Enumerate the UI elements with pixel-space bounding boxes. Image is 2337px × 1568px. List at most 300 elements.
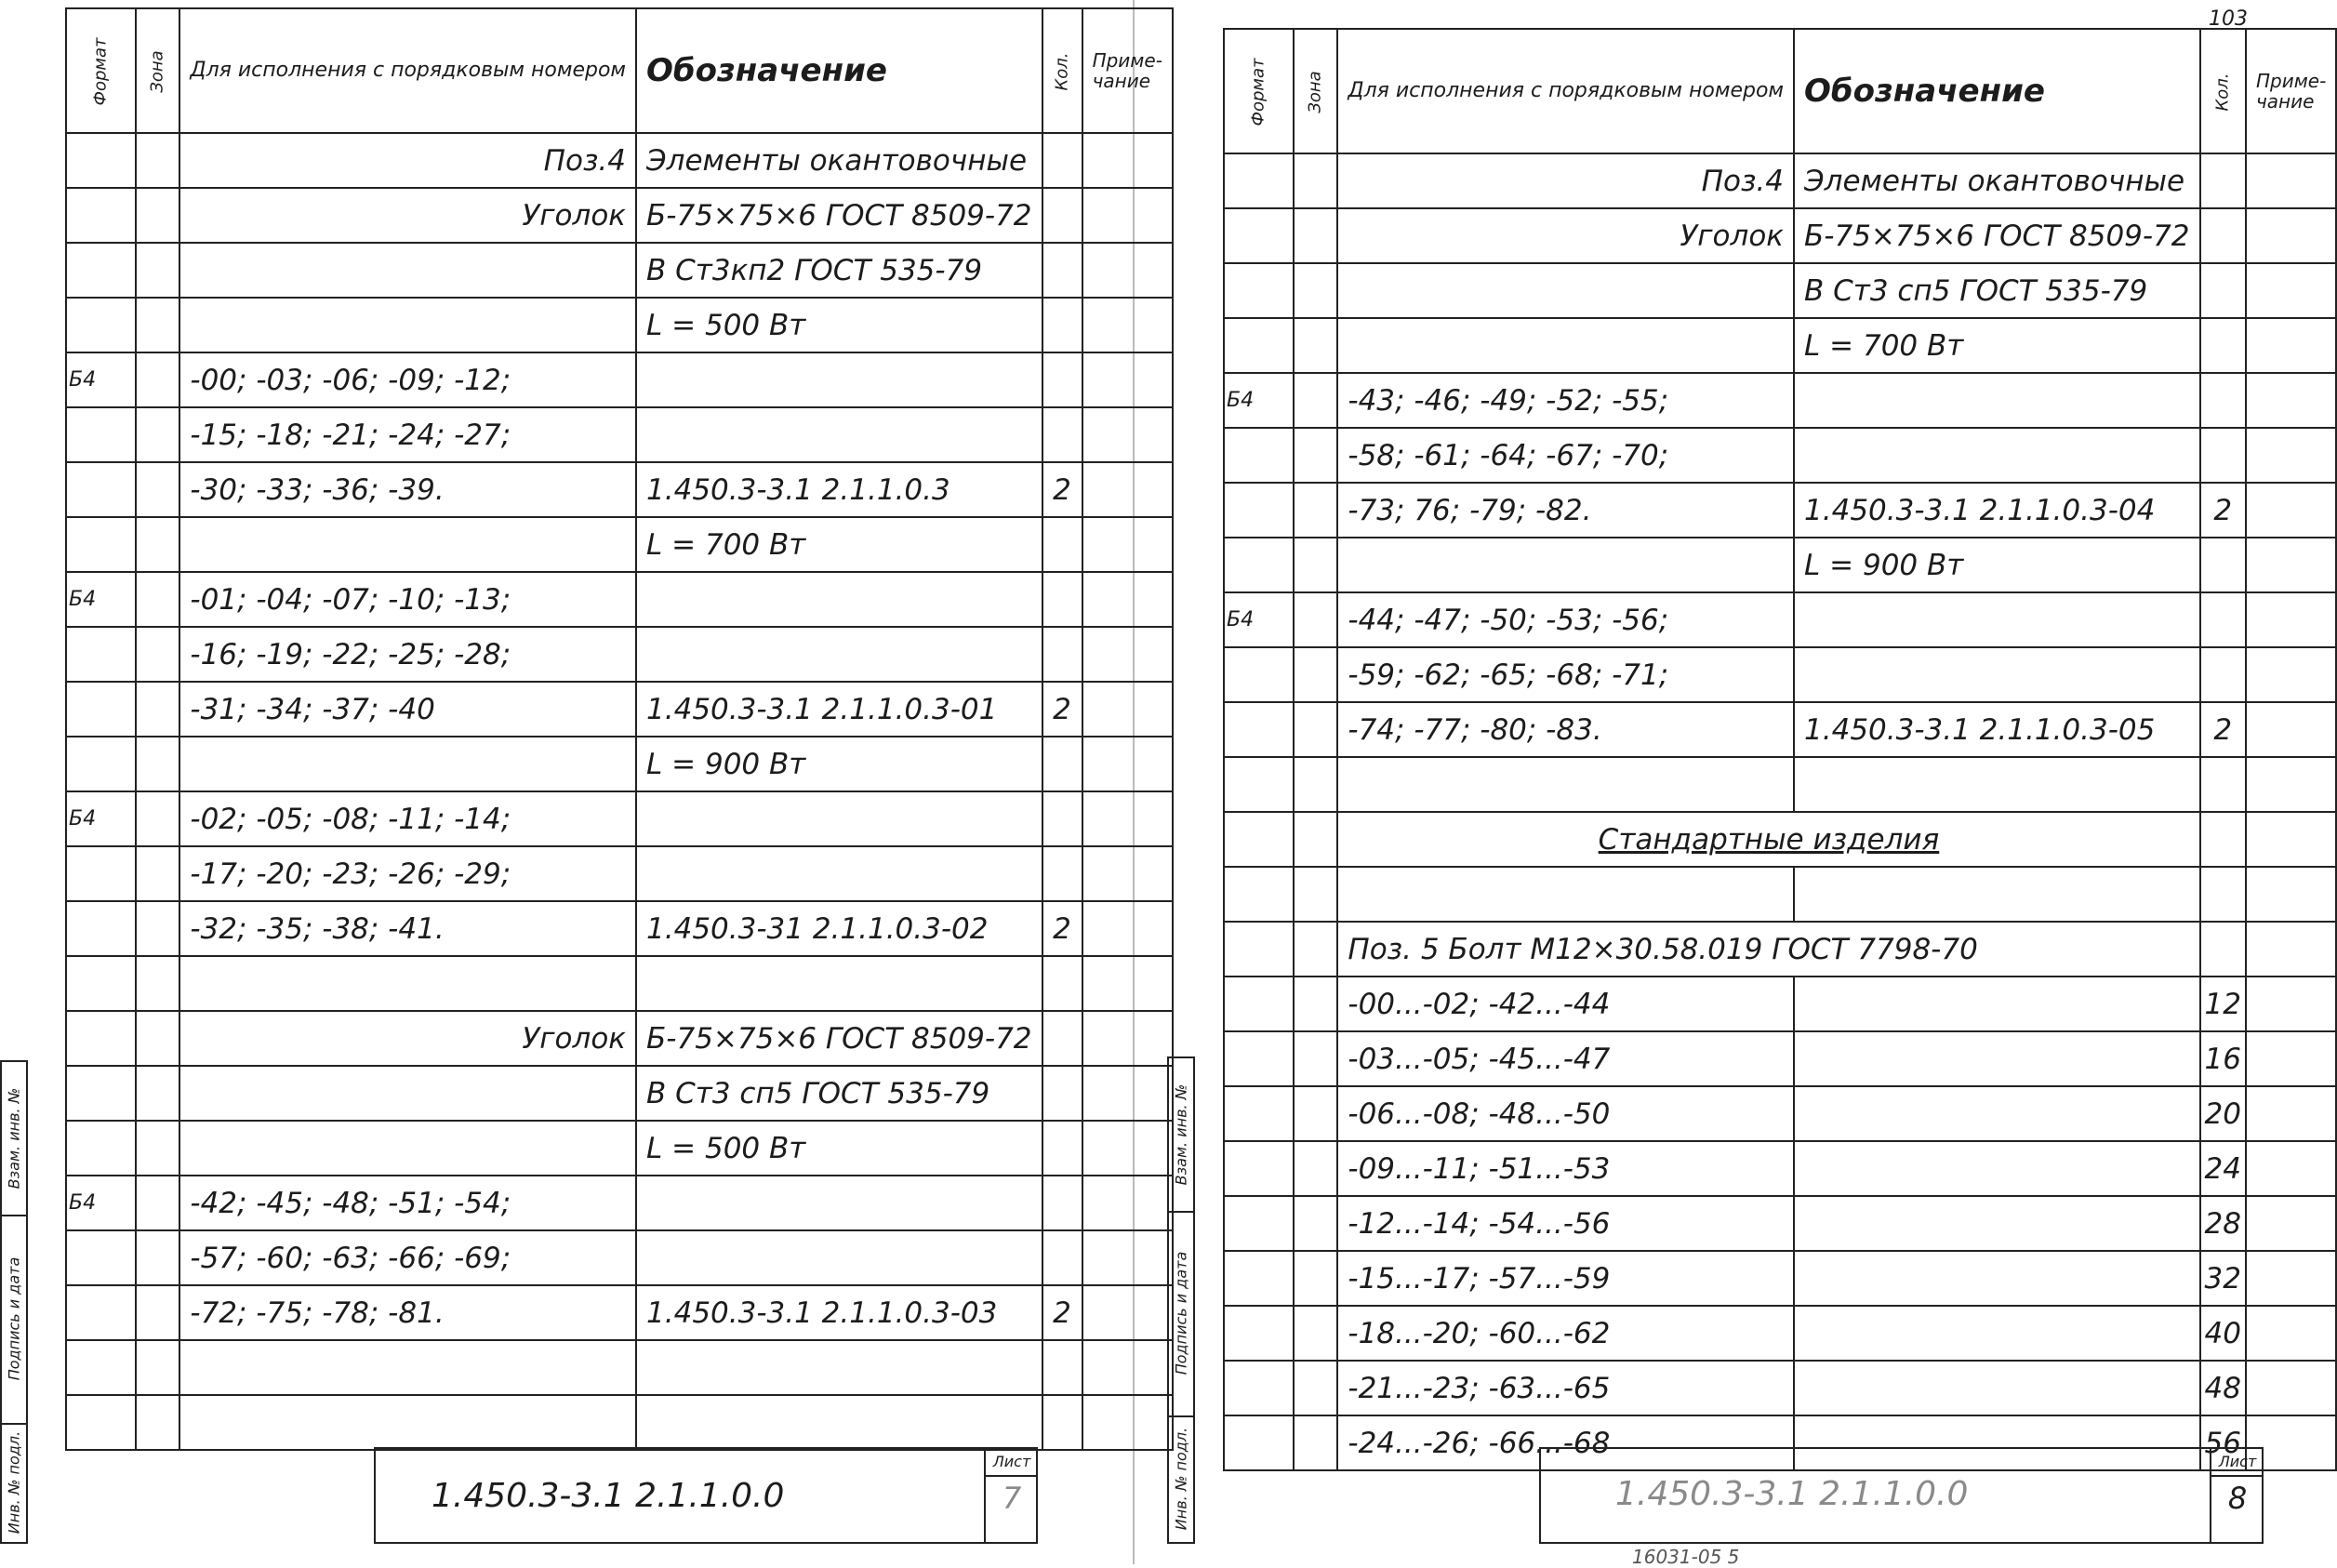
format-cell (66, 462, 136, 517)
format-cell (1224, 428, 1294, 483)
note-cell (2246, 867, 2336, 922)
format-cell (66, 1011, 136, 1066)
header-format: Формат (66, 8, 136, 133)
note-cell (1082, 517, 1173, 572)
qty-cell: 2 (1042, 1285, 1082, 1340)
table-row (66, 682, 1173, 737)
zone-cell (136, 1395, 179, 1450)
note-cell (1082, 901, 1173, 956)
qty-cell: 24 (2200, 1141, 2246, 1196)
table-row (66, 901, 1173, 956)
designation-cell: 1.450.3-31 2.1.1.0.3-02 (636, 901, 1042, 956)
note-cell (1082, 791, 1173, 846)
qty-cell (2200, 867, 2246, 922)
format-cell (1224, 1361, 1294, 1415)
execution-cell: -02; -05; -08; -11; -14; (179, 791, 636, 846)
format-cell (66, 1340, 136, 1395)
format-cell (66, 1066, 136, 1121)
sheet-number-box (984, 1449, 1038, 1542)
format-cell (1224, 1086, 1294, 1141)
execution-cell (179, 298, 636, 352)
table-header (66, 8, 1173, 133)
sheet-number: 8 (2227, 1481, 2248, 1516)
format-cell (1224, 538, 1294, 592)
zone-cell (1294, 428, 1337, 483)
note-cell (2246, 592, 2336, 647)
table-row (1224, 538, 2336, 592)
note-cell (2246, 538, 2336, 592)
designation-cell (1794, 428, 2200, 483)
doc-code: 1.450.3-3.1 2.1.1.0.0 (1615, 1475, 1969, 1513)
qty-cell (1042, 572, 1082, 627)
execution-cell (179, 1121, 636, 1176)
sheet-number: 7 (1002, 1481, 1022, 1516)
designation-cell (1794, 1306, 2200, 1361)
format-cell: Б4 (1224, 592, 1294, 647)
note-cell (2246, 922, 2336, 977)
qty-cell (1042, 846, 1082, 901)
table-row (66, 1395, 1173, 1450)
table-row (66, 1121, 1173, 1176)
qty-cell (1042, 1230, 1082, 1285)
qty-cell (1042, 133, 1082, 188)
note-cell (1082, 407, 1173, 462)
zone-cell (136, 133, 179, 188)
format-cell (66, 188, 136, 243)
format-cell (1224, 153, 1294, 208)
zone-cell (136, 243, 179, 298)
execution-cell (1337, 263, 1794, 318)
note-cell (1082, 298, 1173, 352)
qty-cell: 2 (1042, 462, 1082, 517)
qty-cell: 2 (2200, 702, 2246, 757)
qty-cell (1042, 243, 1082, 298)
note-cell (2246, 1031, 2336, 1086)
designation-cell (636, 1176, 1042, 1230)
title-block-left (374, 1447, 1038, 1544)
table-row (66, 517, 1173, 572)
designation-cell: В Ст3 сп5 ГОСТ 535-79 (1794, 263, 2200, 318)
designation-cell: Элементы окантовочные (636, 133, 1042, 188)
zone-cell (1294, 1415, 1337, 1470)
note-cell (2246, 1361, 2336, 1415)
execution-cell (1337, 757, 1794, 812)
note-cell (1082, 352, 1173, 407)
zone-cell (136, 298, 179, 352)
note-cell (2246, 757, 2336, 812)
execution-cell (1337, 318, 1794, 373)
note-cell (1082, 627, 1173, 682)
table-row (1224, 702, 2336, 757)
format-cell (66, 682, 136, 737)
qty-cell (2200, 208, 2246, 263)
header-note: Приме- чание (1082, 8, 1173, 133)
sheet-label: Лист (2211, 1449, 2264, 1477)
header-qty: Кол. (2200, 29, 2246, 153)
execution-cell: Поз. 5 Болт М12×30.58.019 ГОСТ 7798-70 (1337, 922, 2199, 977)
header-note: Приме- чание (2246, 29, 2336, 153)
table-row (1224, 1031, 2336, 1086)
qty-cell: 2 (2200, 483, 2246, 538)
designation-cell (636, 572, 1042, 627)
table-header (1224, 29, 2336, 153)
note-cell (1082, 188, 1173, 243)
designation-cell (636, 1395, 1042, 1450)
format-cell (66, 1230, 136, 1285)
execution-cell: -17; -20; -23; -26; -29; (179, 846, 636, 901)
qty-cell: 20 (2200, 1086, 2246, 1141)
zone-cell (136, 1285, 179, 1340)
format-cell (1224, 812, 1294, 867)
format-cell (1224, 867, 1294, 922)
note-cell (2246, 1196, 2336, 1251)
note-cell (1082, 243, 1173, 298)
format-cell (66, 298, 136, 352)
qty-cell (2200, 757, 2246, 812)
qty-cell (1042, 956, 1082, 1011)
designation-cell (1794, 1361, 2200, 1415)
qty-cell (1042, 1340, 1082, 1395)
zone-cell (136, 1176, 179, 1230)
execution-cell: -21...-23; -63...-65 (1337, 1361, 1794, 1415)
note-cell (1082, 572, 1173, 627)
qty-cell (2200, 428, 2246, 483)
format-cell (66, 1121, 136, 1176)
table-row (1224, 977, 2336, 1031)
format-cell (66, 846, 136, 901)
designation-cell: 1.450.3-3.1 2.1.1.0.3-01 (636, 682, 1042, 737)
execution-cell: -57; -60; -63; -66; -69; (179, 1230, 636, 1285)
zone-cell (1294, 757, 1337, 812)
table-row (66, 298, 1173, 352)
execution-cell (179, 737, 636, 791)
format-cell (66, 1395, 136, 1450)
zone-cell (1294, 1306, 1337, 1361)
side-label-zam: Взам. инв. № (2, 1062, 26, 1216)
zone-cell (1294, 208, 1337, 263)
zone-cell (136, 1230, 179, 1285)
sheet-number-box (2210, 1449, 2264, 1542)
table-row (1224, 757, 2336, 812)
execution-cell: -44; -47; -50; -53; -56; (1337, 592, 1794, 647)
format-cell (66, 956, 136, 1011)
qty-cell (2200, 922, 2246, 977)
table-row (1224, 647, 2336, 702)
format-cell (1224, 977, 1294, 1031)
header-execution: Для исполнения с порядковым номером (1337, 29, 1794, 153)
format-cell (1224, 1196, 1294, 1251)
side-label-inv: Инв. № подл. (1172, 1427, 1190, 1531)
note-cell (1082, 133, 1173, 188)
qty-cell (1042, 1011, 1082, 1066)
note-cell (1082, 846, 1173, 901)
zone-cell (136, 572, 179, 627)
format-cell: Б4 (66, 352, 136, 407)
table-row (1224, 812, 2336, 867)
format-cell (1224, 263, 1294, 318)
note-cell (1082, 1121, 1173, 1176)
format-cell (1224, 647, 1294, 702)
note-cell (1082, 1340, 1173, 1395)
designation-cell (1794, 592, 2200, 647)
zone-cell (1294, 1196, 1337, 1251)
designation-cell: 1.450.3-3.1 2.1.1.0.3-03 (636, 1285, 1042, 1340)
designation-cell (1794, 373, 2200, 428)
designation-cell (1794, 1196, 2200, 1251)
table-row (1224, 263, 2336, 318)
execution-cell: -43; -46; -49; -52; -55; (1337, 373, 1794, 428)
qty-cell (2200, 538, 2246, 592)
execution-cell: -59; -62; -65; -68; -71; (1337, 647, 1794, 702)
format-cell (1224, 1141, 1294, 1196)
format-cell (1224, 757, 1294, 812)
zone-cell (136, 1121, 179, 1176)
note-cell (2246, 208, 2336, 263)
designation-cell (1794, 757, 2200, 812)
execution-cell: -72; -75; -78; -81. (179, 1285, 636, 1340)
designation-cell (1794, 1031, 2200, 1086)
note-cell (2246, 1141, 2336, 1196)
table-row (1224, 1251, 2336, 1306)
zone-cell (136, 737, 179, 791)
designation-cell (1794, 1141, 2200, 1196)
note-cell (2246, 1306, 2336, 1361)
format-cell: Б4 (66, 1176, 136, 1230)
table-row (1224, 1141, 2336, 1196)
execution-cell: -58; -61; -64; -67; -70; (1337, 428, 1794, 483)
zone-cell (1294, 592, 1337, 647)
execution-cell: -30; -33; -36; -39. (179, 462, 636, 517)
format-cell (66, 901, 136, 956)
table-row (66, 1176, 1173, 1230)
format-cell (1224, 1251, 1294, 1306)
designation-cell (1794, 867, 2200, 922)
qty-cell (1042, 407, 1082, 462)
execution-cell: -15...-17; -57...-59 (1337, 1251, 1794, 1306)
doc-code: 1.450.3-3.1 2.1.1.0.0 (432, 1477, 785, 1515)
table-row (1224, 373, 2336, 428)
table-row (66, 243, 1173, 298)
execution-cell (179, 1066, 636, 1121)
execution-cell: Стандартные изделия (1337, 812, 2199, 867)
side-strip-right (1167, 1056, 1195, 1544)
format-cell (1224, 1415, 1294, 1470)
table-row (1224, 318, 2336, 373)
format-cell (66, 1285, 136, 1340)
sheet-right (1172, 7, 2327, 1568)
execution-cell: -06...-08; -48...-50 (1337, 1086, 1794, 1141)
zone-cell (1294, 1251, 1337, 1306)
zone-cell (1294, 153, 1337, 208)
zone-cell (1294, 647, 1337, 702)
zone-cell (136, 1340, 179, 1395)
table-row (66, 352, 1173, 407)
format-cell (1224, 483, 1294, 538)
header-format: Формат (1224, 29, 1294, 153)
qty-cell (1042, 1176, 1082, 1230)
execution-cell: Уголок (179, 188, 636, 243)
note-cell (1082, 956, 1173, 1011)
table-row (66, 407, 1173, 462)
zone-cell (1294, 977, 1337, 1031)
designation-cell: Б-75×75×6 ГОСТ 8509-72 (636, 1011, 1042, 1066)
format-cell (66, 133, 136, 188)
format-cell (66, 737, 136, 791)
note-cell (1082, 1176, 1173, 1230)
format-cell (1224, 1031, 1294, 1086)
designation-cell: L = 900 Вт (1794, 538, 2200, 592)
designation-cell: Элементы окантовочные (1794, 153, 2200, 208)
table-row (1224, 428, 2336, 483)
zone-cell (1294, 373, 1337, 428)
table-row (66, 627, 1173, 682)
table-row (1224, 592, 2336, 647)
qty-cell (1042, 352, 1082, 407)
zone-cell (1294, 1086, 1337, 1141)
qty-cell (1042, 1121, 1082, 1176)
zone-cell (1294, 702, 1337, 757)
designation-cell: Б-75×75×6 ГОСТ 8509-72 (1794, 208, 2200, 263)
format-cell (1224, 702, 1294, 757)
table-row (1224, 1196, 2336, 1251)
note-cell (1082, 1285, 1173, 1340)
note-cell (2246, 428, 2336, 483)
qty-cell (1042, 737, 1082, 791)
designation-cell (1794, 1251, 2200, 1306)
side-label-sign: Подпись и дата (1169, 1211, 1193, 1417)
format-cell (66, 627, 136, 682)
zone-cell (136, 846, 179, 901)
zone-cell (1294, 1031, 1337, 1086)
page-number: 103 (2209, 7, 2248, 31)
table-row (1224, 867, 2336, 922)
zone-cell (1294, 263, 1337, 318)
qty-cell (1042, 517, 1082, 572)
qty-cell (2200, 592, 2246, 647)
execution-cell: -31; -34; -37; -40 (179, 682, 636, 737)
zone-cell (136, 791, 179, 846)
zone-cell (1294, 922, 1337, 977)
zone-cell (136, 517, 179, 572)
note-cell (2246, 977, 2336, 1031)
archive-stamp: 16031-05 5 (1632, 1546, 1740, 1568)
execution-cell: -73; 76; -79; -82. (1337, 483, 1794, 538)
execution-cell: Уголок (1337, 208, 1794, 263)
execution-cell: -42; -45; -48; -51; -54; (179, 1176, 636, 1230)
table-row (66, 1340, 1173, 1395)
designation-cell: Б-75×75×6 ГОСТ 8509-72 (636, 188, 1042, 243)
side-label-sign: Подпись и дата (2, 1215, 26, 1425)
table-row (1224, 1361, 2336, 1415)
table-row (66, 188, 1173, 243)
designation-cell (636, 1230, 1042, 1285)
format-cell (1224, 318, 1294, 373)
execution-cell: -15; -18; -21; -24; -27; (179, 407, 636, 462)
qty-cell (1042, 188, 1082, 243)
designation-cell: L = 700 Вт (636, 517, 1042, 572)
qty-cell (2200, 647, 2246, 702)
qty-cell (1042, 627, 1082, 682)
zone-cell (136, 462, 179, 517)
designation-cell: L = 500 Вт (636, 1121, 1042, 1176)
note-cell (2246, 483, 2336, 538)
zone-cell (136, 956, 179, 1011)
note-cell (1082, 737, 1173, 791)
note-cell (2246, 373, 2336, 428)
qty-cell: 56 (2200, 1415, 2246, 1470)
designation-cell (1794, 647, 2200, 702)
zone-cell (1294, 867, 1337, 922)
format-cell (66, 407, 136, 462)
execution-cell (179, 1340, 636, 1395)
note-cell (1082, 1395, 1173, 1450)
zone-cell (1294, 483, 1337, 538)
qty-cell (2200, 373, 2246, 428)
zone-cell (136, 627, 179, 682)
execution-cell: -16; -19; -22; -25; -28; (179, 627, 636, 682)
note-cell (2246, 702, 2336, 757)
zone-cell (136, 1066, 179, 1121)
header-designation: Обозначение (1794, 29, 2200, 153)
note-cell (1082, 1011, 1173, 1066)
execution-cell (179, 243, 636, 298)
note-cell (2246, 263, 2336, 318)
execution-cell: -24...-26; -66...-68 (1337, 1415, 1794, 1470)
note-cell (2246, 647, 2336, 702)
format-cell (1224, 208, 1294, 263)
note-cell (2246, 318, 2336, 373)
execution-cell: -12...-14; -54...-56 (1337, 1196, 1794, 1251)
table-row (66, 1011, 1173, 1066)
execution-cell (1337, 867, 1794, 922)
header-execution: Для исполнения с порядковым номером (179, 8, 636, 133)
header-zone: Зона (1294, 29, 1337, 153)
designation-cell: L = 900 Вт (636, 737, 1042, 791)
table-row (1224, 208, 2336, 263)
designation-cell: L = 700 Вт (1794, 318, 2200, 373)
designation-cell: 1.450.3-3.1 2.1.1.0.3 (636, 462, 1042, 517)
qty-cell (2200, 263, 2246, 318)
table-row (66, 791, 1173, 846)
qty-cell (1042, 1066, 1082, 1121)
table-row (66, 1230, 1173, 1285)
format-cell: Б4 (66, 791, 136, 846)
table-row (1224, 153, 2336, 208)
zone-cell (1294, 538, 1337, 592)
note-cell (2246, 1086, 2336, 1141)
qty-cell: 28 (2200, 1196, 2246, 1251)
designation-cell: В Ст3 сп5 ГОСТ 535-79 (636, 1066, 1042, 1121)
execution-cell (1337, 538, 1794, 592)
sheet-left (5, 7, 1162, 1540)
title-block-right (1539, 1447, 2264, 1544)
qty-cell: 2 (1042, 682, 1082, 737)
zone-cell (136, 901, 179, 956)
table-row (66, 1066, 1173, 1121)
designation-cell (636, 407, 1042, 462)
header-zone: Зона (136, 8, 179, 133)
designation-cell: 1.450.3-3.1 2.1.1.0.3-04 (1794, 483, 2200, 538)
format-cell (1224, 1306, 1294, 1361)
execution-cell: -74; -77; -80; -83. (1337, 702, 1794, 757)
table-row (1224, 1306, 2336, 1361)
execution-cell: Уголок (179, 1011, 636, 1066)
qty-cell: 16 (2200, 1031, 2246, 1086)
qty-cell: 2 (1042, 901, 1082, 956)
designation-cell (1794, 977, 2200, 1031)
execution-cell: -09...-11; -51...-53 (1337, 1141, 1794, 1196)
note-cell (1082, 1230, 1173, 1285)
